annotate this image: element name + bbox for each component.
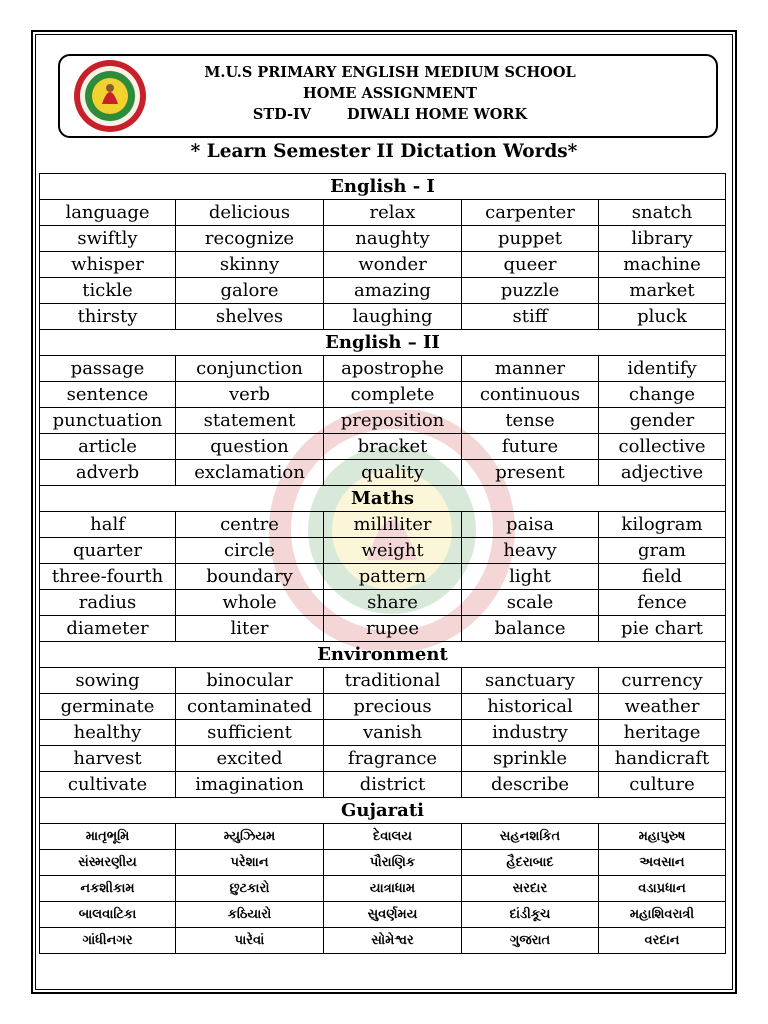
word-cell: મહાશિવરાત્રી <box>599 902 726 928</box>
word-cell: pluck <box>599 304 726 330</box>
word-cell: કઠિયારો <box>176 902 324 928</box>
word-cell: historical <box>462 694 599 720</box>
word-cell: naughty <box>324 226 462 252</box>
word-cell: relax <box>324 200 462 226</box>
section-header-row <box>40 330 726 356</box>
word-cell: whisper <box>40 252 176 278</box>
word-row <box>40 850 726 876</box>
word-row <box>40 694 726 720</box>
word-cell: kilogram <box>599 512 726 538</box>
word-cell: harvest <box>40 746 176 772</box>
word-cell: change <box>599 382 726 408</box>
homework-label: DIWALI HOME WORK <box>347 106 528 123</box>
section-header-row <box>40 642 726 668</box>
word-cell: sentence <box>40 382 176 408</box>
word-row <box>40 668 726 694</box>
word-cell: સરદાર <box>462 876 599 902</box>
word-cell: market <box>599 278 726 304</box>
word-row <box>40 772 726 798</box>
word-cell: puppet <box>462 226 599 252</box>
word-cell: describe <box>462 772 599 798</box>
section-title: Environment <box>40 642 726 668</box>
word-cell: gram <box>599 538 726 564</box>
word-row <box>40 304 726 330</box>
word-cell: apostrophe <box>324 356 462 382</box>
word-cell: weather <box>599 694 726 720</box>
section-title: English - I <box>40 174 726 200</box>
word-cell: બાલવાટિકા <box>40 902 176 928</box>
word-cell: binocular <box>176 668 324 694</box>
word-cell: contaminated <box>176 694 324 720</box>
dictation-words-table <box>39 173 726 954</box>
word-row <box>40 538 726 564</box>
word-cell: stiff <box>462 304 599 330</box>
word-cell: future <box>462 434 599 460</box>
word-cell: diameter <box>40 616 176 642</box>
school-name: M.U.S PRIMARY ENGLISH MEDIUM SCHOOL <box>204 64 576 81</box>
word-cell: currency <box>599 668 726 694</box>
word-cell: library <box>599 226 726 252</box>
word-cell: preposition <box>324 408 462 434</box>
word-cell: queer <box>462 252 599 278</box>
word-cell: verb <box>176 382 324 408</box>
word-cell: sanctuary <box>462 668 599 694</box>
word-cell: rupee <box>324 616 462 642</box>
word-cell: laughing <box>324 304 462 330</box>
word-cell: મહાપુરુષ <box>599 824 726 850</box>
word-row <box>40 434 726 460</box>
word-cell: manner <box>462 356 599 382</box>
school-logo <box>62 58 158 134</box>
word-cell: યાત્રાધામ <box>324 876 462 902</box>
word-cell: sowing <box>40 668 176 694</box>
word-row <box>40 200 726 226</box>
word-row <box>40 226 726 252</box>
word-cell: liter <box>176 616 324 642</box>
word-cell: statement <box>176 408 324 434</box>
standard-label: STD-IV <box>252 106 312 123</box>
word-row <box>40 564 726 590</box>
word-cell: fragrance <box>324 746 462 772</box>
word-cell: પારેવાં <box>176 928 324 954</box>
word-cell: language <box>40 200 176 226</box>
word-cell: tickle <box>40 278 176 304</box>
word-cell: સહનશકિત <box>462 824 599 850</box>
word-cell: machine <box>599 252 726 278</box>
word-row <box>40 278 726 304</box>
word-cell: weight <box>324 538 462 564</box>
word-cell: boundary <box>176 564 324 590</box>
word-cell: carpenter <box>462 200 599 226</box>
word-cell: quality <box>324 460 462 486</box>
word-cell: continuous <box>462 382 599 408</box>
word-cell: snatch <box>599 200 726 226</box>
word-cell: recognize <box>176 226 324 252</box>
word-row <box>40 720 726 746</box>
word-cell: fence <box>599 590 726 616</box>
word-row <box>40 824 726 850</box>
word-cell: સુવર્ણમય <box>324 902 462 928</box>
word-cell: દાંડીકૂચ <box>462 902 599 928</box>
section-title: English – II <box>40 330 726 356</box>
word-row <box>40 746 726 772</box>
word-cell: scale <box>462 590 599 616</box>
word-cell: પરેશાન <box>176 850 324 876</box>
page-subtitle: * Learn Semester II Dictation Words* <box>190 141 578 162</box>
word-cell: share <box>324 590 462 616</box>
word-cell: article <box>40 434 176 460</box>
word-cell: radius <box>40 590 176 616</box>
word-cell: question <box>176 434 324 460</box>
header-text <box>150 62 630 125</box>
word-cell: light <box>462 564 599 590</box>
word-cell: passage <box>40 356 176 382</box>
word-cell: નકશીકામ <box>40 876 176 902</box>
word-cell: traditional <box>324 668 462 694</box>
word-cell: paisa <box>462 512 599 538</box>
word-cell: germinate <box>40 694 176 720</box>
word-cell: healthy <box>40 720 176 746</box>
word-cell: ગાંધીનગર <box>40 928 176 954</box>
word-cell: collective <box>599 434 726 460</box>
word-cell: punctuation <box>40 408 176 434</box>
word-cell: puzzle <box>462 278 599 304</box>
word-cell: industry <box>462 720 599 746</box>
word-cell: field <box>599 564 726 590</box>
word-cell: half <box>40 512 176 538</box>
word-cell: heritage <box>599 720 726 746</box>
word-cell: district <box>324 772 462 798</box>
word-row <box>40 356 726 382</box>
word-row <box>40 902 726 928</box>
word-cell: વડાપ્રધાન <box>599 876 726 902</box>
word-cell: swiftly <box>40 226 176 252</box>
word-cell: centre <box>176 512 324 538</box>
word-cell: adverb <box>40 460 176 486</box>
word-row <box>40 252 726 278</box>
word-cell: thirsty <box>40 304 176 330</box>
word-cell: વરદાન <box>599 928 726 954</box>
word-cell: culture <box>599 772 726 798</box>
word-cell: tense <box>462 408 599 434</box>
word-cell: માતૃભૂમિ <box>40 824 176 850</box>
word-cell: skinny <box>176 252 324 278</box>
word-cell: મ્યુઝિયમ <box>176 824 324 850</box>
word-cell: adjective <box>599 460 726 486</box>
word-cell: છુટકારો <box>176 876 324 902</box>
word-cell: shelves <box>176 304 324 330</box>
word-cell: quarter <box>40 538 176 564</box>
word-cell: pattern <box>324 564 462 590</box>
word-cell: અવસાન <box>599 850 726 876</box>
word-cell: pie chart <box>599 616 726 642</box>
word-cell: ગુજરાત <box>462 928 599 954</box>
word-row <box>40 460 726 486</box>
word-cell: present <box>462 460 599 486</box>
word-cell: પૌરાણિક <box>324 850 462 876</box>
word-cell: whole <box>176 590 324 616</box>
word-cell: circle <box>176 538 324 564</box>
word-cell: balance <box>462 616 599 642</box>
word-row <box>40 928 726 954</box>
word-cell: imagination <box>176 772 324 798</box>
word-cell: precious <box>324 694 462 720</box>
word-cell: સંસ્મરણીય <box>40 850 176 876</box>
section-header-row <box>40 174 726 200</box>
word-cell: wonder <box>324 252 462 278</box>
section-title: Gujarati <box>40 798 726 824</box>
word-cell: gender <box>599 408 726 434</box>
word-row <box>40 512 726 538</box>
word-row <box>40 382 726 408</box>
word-row <box>40 876 726 902</box>
word-cell: sufficient <box>176 720 324 746</box>
word-cell: galore <box>176 278 324 304</box>
word-cell: vanish <box>324 720 462 746</box>
word-cell: delicious <box>176 200 324 226</box>
assignment-title: HOME ASSIGNMENT <box>303 85 477 102</box>
word-cell: excited <box>176 746 324 772</box>
word-cell: identify <box>599 356 726 382</box>
word-row <box>40 590 726 616</box>
word-cell: three-fourth <box>40 564 176 590</box>
word-cell: cultivate <box>40 772 176 798</box>
word-cell: sprinkle <box>462 746 599 772</box>
word-cell: દેવાલય <box>324 824 462 850</box>
word-cell: amazing <box>324 278 462 304</box>
word-cell: exclamation <box>176 460 324 486</box>
word-cell: conjunction <box>176 356 324 382</box>
section-header-row <box>40 486 726 512</box>
word-cell: સોમેશ્વર <box>324 928 462 954</box>
word-cell: bracket <box>324 434 462 460</box>
std-line <box>150 104 630 125</box>
word-cell: milliliter <box>324 512 462 538</box>
word-cell: handicraft <box>599 746 726 772</box>
section-header-row <box>40 798 726 824</box>
word-row <box>40 616 726 642</box>
section-title: Maths <box>40 486 726 512</box>
word-cell: complete <box>324 382 462 408</box>
word-row <box>40 408 726 434</box>
word-cell: હૈદરાબાદ <box>462 850 599 876</box>
word-cell: heavy <box>462 538 599 564</box>
